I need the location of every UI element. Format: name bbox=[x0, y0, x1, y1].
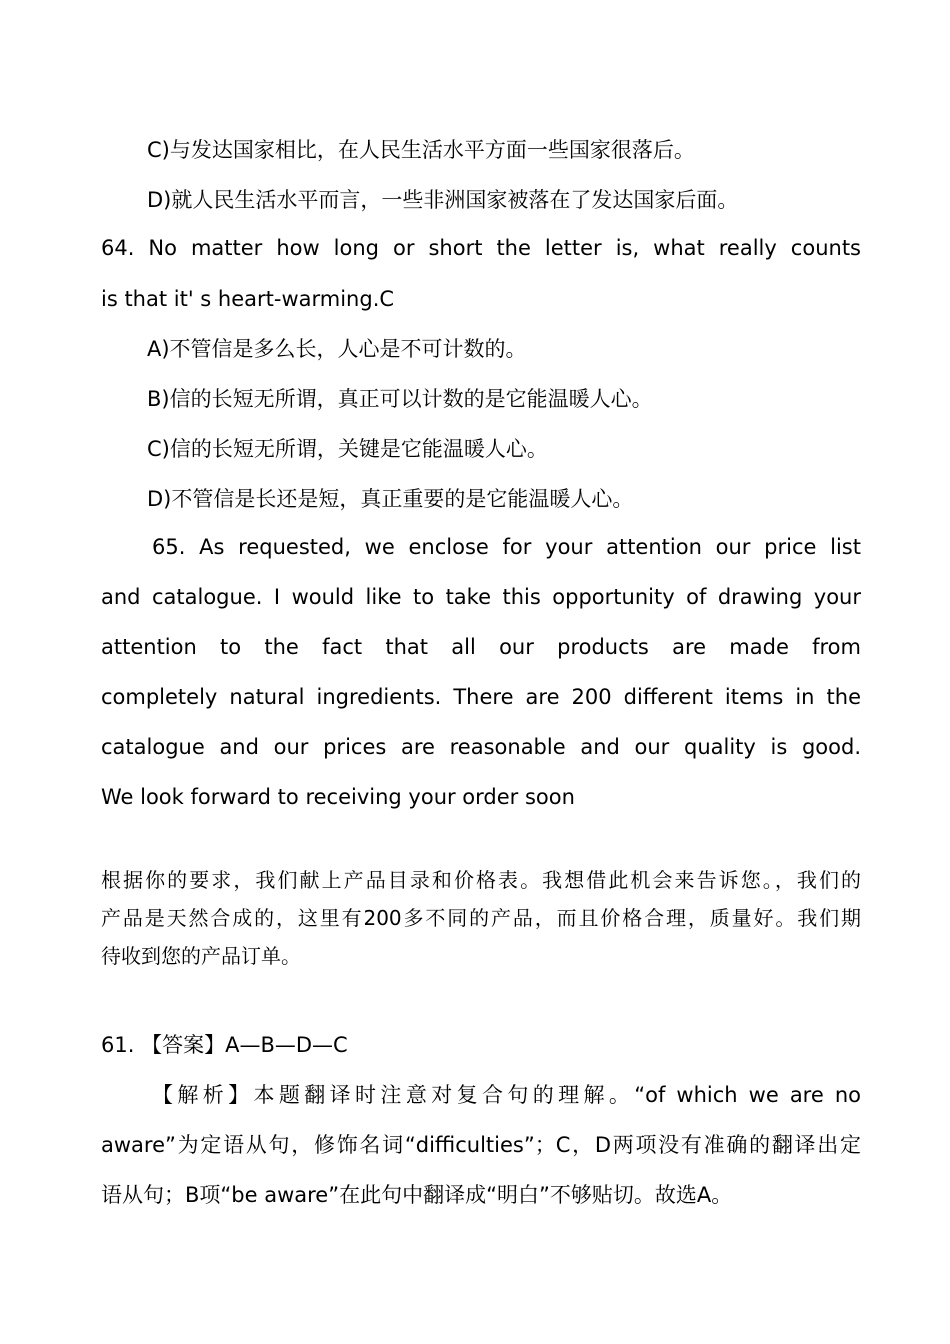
q65-question-line4: completely natural ingredients. There are 200 different items in the bbox=[101, 685, 861, 709]
q65-question-line5: catalogue and our prices are reasonable and our quality is good. bbox=[101, 735, 861, 759]
q64-option-b: B)信的长短无所谓，真正可以计数的是它能温暖人心。 bbox=[147, 387, 653, 411]
q65-question-line1: 65. As requested, we enclose for your attention our price list bbox=[152, 535, 861, 559]
q65-question-line2: and catalogue. I would like to take this opportunity of drawing your bbox=[101, 585, 861, 609]
q64-option-a: A)不管信是多么长，人心是不可计数的。 bbox=[147, 337, 527, 361]
answer61-analysis-line3: 语从句；B项“be aware”在此句中翻译成“明白”不够贴切。故选A。 bbox=[101, 1183, 733, 1207]
q64-option-c: C)信的长短无所谓，关键是它能温暖人心。 bbox=[147, 437, 548, 461]
q65-question-line3: attention to the fact that all our products are made from bbox=[101, 635, 861, 659]
q64-option-d: D)不管信是长还是短，真正重要的是它能温暖人心。 bbox=[147, 487, 634, 511]
q65-translation-line1: 根据你的要求，我们献上产品目录和价格表。我想借此机会来告诉您。，我们的 bbox=[101, 868, 861, 892]
q63-option-d: D)就人民生活水平而言，一些非洲国家被落在了发达国家后面。 bbox=[147, 188, 739, 212]
q63-option-c: C)与发达国家相比，在人民生活水平方面一些国家很落后。 bbox=[147, 138, 695, 162]
q65-question-line6: We look forward to receiving your order soon bbox=[101, 785, 575, 809]
answer61-analysis-line1: 【解析】本题翻译时注意对复合句的理解。“of which we are no bbox=[152, 1083, 861, 1107]
q64-question-line1: 64. No matter how long or short the letter is, what really counts bbox=[101, 236, 861, 260]
answer61-heading: 61. 【答案】A—B—D—C bbox=[101, 1033, 348, 1057]
q65-translation-line2: 产品是天然合成的，这里有200多不同的产品，而且价格合理，质量好。我们期 bbox=[101, 906, 861, 930]
answer61-analysis-line2: aware”为定语从句，修饰名词“difficulties”；C，D两项没有准确的翻译出定 bbox=[101, 1133, 861, 1157]
q65-translation-line3: 待收到您的产品订单。 bbox=[101, 944, 301, 968]
q64-question-line2: is that it' s heart-warming.C bbox=[101, 287, 395, 311]
